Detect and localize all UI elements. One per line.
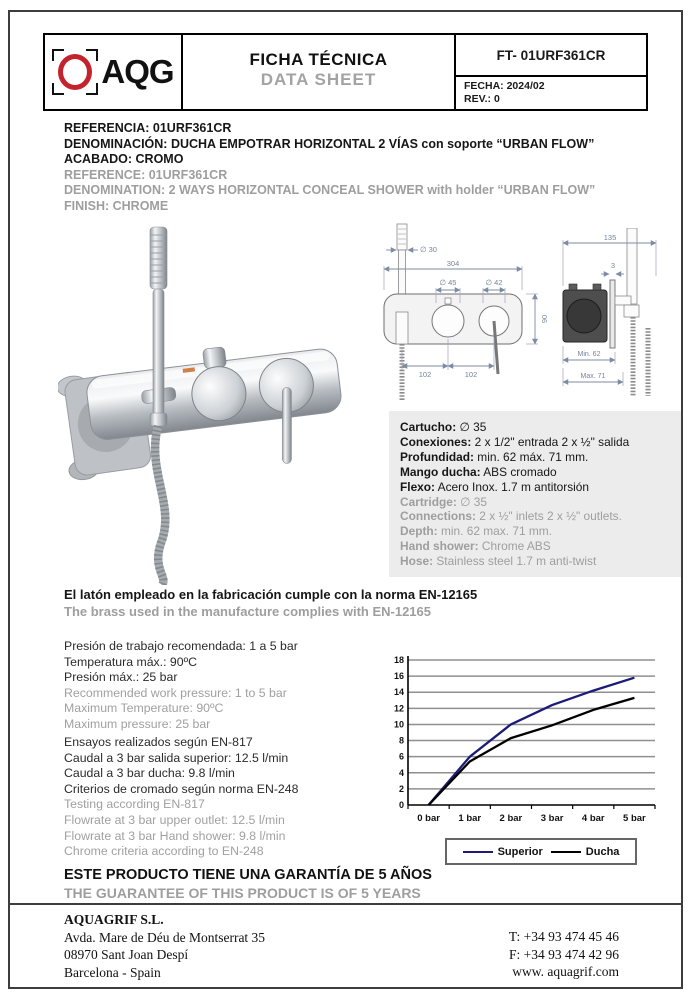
chrome-norm-en: Chrome criteria according to EN-248 (64, 844, 264, 859)
denominacion-es: DENOMINACIÓN: DUCHA EMPOTRAR HORIZONTAL 2 VÍAS con soporte “URBAN FLOW” (64, 136, 595, 151)
y-tick-label: 18 (393, 655, 404, 665)
spec-profundidad: Profundidad: min. 62 máx. 71 mm. (400, 449, 589, 464)
reference-block (64, 121, 654, 215)
address-line-1: Avda. Mare de Déu de Montserrat 35 (64, 929, 266, 945)
y-tick-label: 16 (393, 671, 404, 682)
warranty-block (64, 866, 432, 902)
tests-block (64, 735, 298, 860)
flow-upper-en: Flowrate at 3 bar upper outlet: 12.5 l/min (64, 812, 285, 827)
front-drawing (376, 222, 554, 400)
dim-spacing-right: 102 (464, 370, 478, 379)
mixer-lever (282, 387, 291, 463)
y-tick-label: 12 (393, 703, 404, 714)
flowrate-chart-plot (383, 645, 683, 835)
legend-item-superior (463, 846, 543, 858)
shower-hose (155, 426, 165, 585)
footer-contact-block (509, 928, 619, 981)
legend-line-icon (551, 851, 581, 853)
flow-shower-es: Caudal a 3 bar ducha: 9.8 l/min (64, 766, 235, 781)
address-line-3: Barcelona - Spain (64, 964, 161, 980)
warranty-en: THE GUARANTEE OF THIS PRODUCT IS OF 5 YEARS (64, 885, 421, 901)
series-superior (429, 678, 635, 805)
doc-date: FECHA: 2024/02 (464, 80, 545, 92)
y-tick-label: 10 (393, 719, 404, 730)
legend-label: Superior (497, 845, 543, 858)
flow-upper-es: Caudal a 3 bar salida superior: 12.5 l/min (64, 750, 289, 765)
website-line: www. aquagrif.com (512, 964, 619, 979)
tests-norm-en: Testing according EN-817 (64, 797, 205, 812)
spec-connections: Connections: 2 x ½" inlets 2 x ½" outlets. (400, 509, 622, 524)
spec-mango: Mango ducha: ABS cromado (400, 464, 557, 479)
y-tick-label: 0 (398, 800, 404, 810)
dim-plate-height: 90 (540, 314, 549, 324)
logo (45, 35, 183, 109)
finish-en: FINISH: CHROME (64, 198, 169, 213)
footer-company-block (64, 911, 265, 981)
phone-line: T: +34 93 474 45 46 (508, 929, 619, 944)
warranty-es: ESTE PRODUCTO TIENE UNA GARANTÍA DE 5 AÑOS (64, 867, 432, 883)
pressure-block (64, 639, 298, 733)
spec-cartridge: Cartridge: ∅ 35 (400, 494, 488, 509)
brass-norm-es: El latón empleado en la fabricación cumple con la norma EN-12165 (64, 587, 478, 602)
brass-norm-en: The brass used in the manufacture complies with EN-12165 (64, 603, 431, 619)
max-pressure-es: Presión máx.: 25 bar (64, 670, 178, 685)
dim-plate-thickness: 3 (610, 261, 616, 270)
specs-box (389, 411, 681, 577)
spec-hand-shower: Hand shower: Chrome ABS (400, 539, 551, 554)
work-pressure-es: Presión de trabajo recomendada: 1 a 5 bar (64, 639, 298, 653)
dim-dia-knob-1: ∅ 45 (439, 278, 457, 287)
spec-depth: Depth: min. 62 max. 71 mm. (400, 524, 552, 539)
flowrate-chart (383, 645, 683, 840)
referencia-es: REFERENCIA: 01URF361CR (64, 121, 232, 135)
spec-flexo: Flexo: Acero Inox. 1.7 m antitorsión (400, 479, 590, 494)
tests-norm-es: Ensayos realizados según EN-817 (64, 735, 253, 749)
flow-shower-en: Flowrate at 3 bar Hand shower: 9.8 l/min (64, 828, 286, 843)
x-tick-label: 4 bar (581, 813, 605, 824)
document-meta (456, 35, 646, 109)
doc-code: FT- 01URF361CR (456, 35, 646, 77)
x-tick-label: 1 bar (458, 813, 482, 824)
x-tick-label: 3 bar (540, 813, 564, 824)
max-pressure-en: Maximum pressure: 25 bar (64, 716, 211, 731)
reference-en: REFERENCE: 01URF361CR (64, 167, 228, 182)
fax-line: F: +34 93 474 42 96 (509, 946, 619, 962)
max-temp-es: Temperatura máx.: 90ºC (64, 654, 197, 669)
dim-total-width: 304 (446, 259, 460, 268)
chart-legend (445, 838, 637, 865)
dim-dia-knob-2: ∅ 42 (485, 278, 503, 287)
header (43, 33, 648, 111)
drawing-plate-edge (610, 280, 615, 348)
dim-total-depth: 135 (603, 233, 617, 242)
document-title (183, 35, 456, 109)
y-tick-label: 6 (398, 751, 404, 762)
work-pressure-en: Recommended work pressure: 1 to 5 bar (64, 685, 287, 700)
spec-conexiones: Conexiones: 2 x 1/2" entrada 2 x ½" salida (400, 434, 630, 449)
address-line-2: 08970 Sant Joan Despí (64, 947, 189, 962)
y-tick-label: 8 (398, 735, 404, 746)
acabado-es: ACABADO: CROMO (64, 152, 184, 167)
y-tick-label: 2 (398, 783, 404, 794)
spec-cartucho: Cartucho: ∅ 35 (400, 420, 487, 434)
product-photo (58, 213, 343, 585)
spec-hose: Hose: Stainless steel 1.7 m anti-twist (400, 554, 597, 569)
legend-label: Ducha (585, 845, 620, 858)
dim-spacing-left: 102 (418, 370, 432, 379)
logo-text: AQG (101, 53, 174, 90)
legend-item-ducha (551, 846, 620, 858)
brass-norm (64, 587, 477, 620)
drawing-knob-1 (432, 305, 464, 337)
chrome-norm-es: Criterios de cromado según norma EN-248 (64, 781, 299, 796)
title-es: FICHA TÉCNICA (249, 50, 388, 69)
x-tick-label: 2 bar (499, 813, 523, 824)
max-temp-en: Maximum Temperature: 90ºC (64, 701, 224, 716)
footer-divider (8, 903, 683, 905)
side-drawing (553, 228, 681, 396)
dim-min-depth: Min. 62 (577, 351, 601, 358)
denomination-en: DENOMINATION: 2 WAYS HORIZONTAL CONCEAL SHOWER with holder “URBAN FLOW” (64, 183, 596, 198)
company-name: AQUAGRIF S.L. (64, 912, 164, 927)
x-tick-label: 0 bar (417, 813, 440, 824)
dim-max-depth: Max. 71 (580, 373, 606, 380)
drawing-wand-side (627, 228, 637, 304)
drawing-wand-head (397, 224, 407, 250)
doc-meta (456, 77, 646, 109)
aqg-logo-icon (52, 49, 98, 95)
doc-revision: REV.: 0 (464, 93, 500, 105)
title-en: DATA SHEET (260, 70, 377, 89)
x-tick-label: 5 bar (623, 813, 646, 824)
y-tick-label: 4 (398, 767, 404, 778)
dim-dia-hand-shower: ∅ 30 (420, 245, 437, 254)
y-tick-label: 14 (393, 687, 404, 698)
legend-line-icon (463, 851, 493, 853)
